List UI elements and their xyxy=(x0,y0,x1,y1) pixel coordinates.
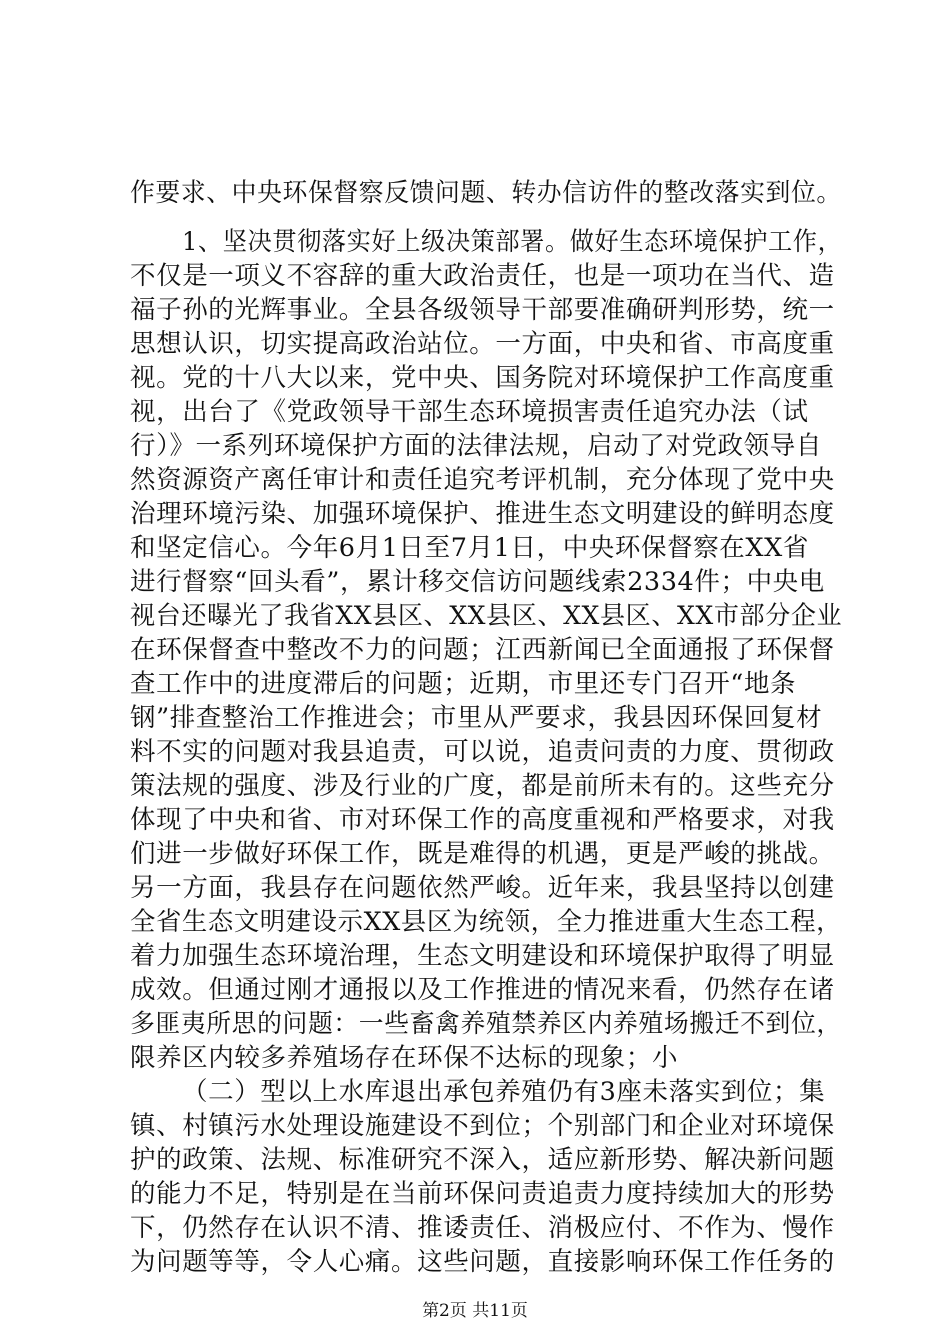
text-line: 视。党的十八大以来，党中央、国务院对环境保护工作高度重 xyxy=(130,363,835,393)
text-line: 在环保督查中整改不力的问题；江西新闻已全面通报了环保督 xyxy=(130,635,835,665)
text-line: 料不实的问题对我县追责，可以说，追责问责的力度、贯彻政 xyxy=(130,737,835,767)
text-line: 为问题等等，令人心痛。这些问题，直接影响环保工作任务的 xyxy=(130,1247,835,1277)
text-line: 镇、村镇污水处理设施建设不到位；个别部门和企业对环境保 xyxy=(130,1111,835,1141)
text-line: 和坚定信心。今年6月1日至7月1日，中央环保督察在XX省 xyxy=(130,533,810,563)
paragraph-first-line: 1、坚决贯彻落实好上级决策部署。做好生态环境保护工作， xyxy=(182,227,843,257)
text-line: 视台还曝光了我省XX县区、XX县区、XX县区、XX市部分企业 xyxy=(130,601,843,631)
text-line: 福子孙的光辉事业。全县各级领导干部要准确研判形势，统一 xyxy=(130,295,835,325)
text-line: 着力加强生态环境治理，生态文明建设和环境保护取得了明显 xyxy=(130,941,835,971)
text-line: 成效。但通过刚才通报以及工作推进的情况来看，仍然存在诸 xyxy=(130,975,835,1005)
text-line: 然资源资产离任审计和责任追究考评机制，充分体现了党中央 xyxy=(130,465,835,495)
text-line: 限养区内较多养殖场存在环保不达标的现象；小 xyxy=(130,1043,679,1073)
text-line: 策法规的强度、涉及行业的广度，都是前所未有的。这些充分 xyxy=(130,771,835,801)
text-line: 查工作中的进度滞后的问题；近期，市里还专门召开“地条 xyxy=(130,669,797,699)
text-line: 不仅是一项义不容辞的重大政治责任，也是一项功在当代、造 xyxy=(130,261,835,291)
text-line: 全省生态文明建设示XX县区为统领，全力推进重大生态工程， xyxy=(130,907,843,937)
page-number: 第2页 共11页 xyxy=(422,1301,528,1321)
text-line: 进行督察“回头看”，累计移交信访问题线索2334件；中央电 xyxy=(130,567,825,597)
text-line: 治理环境污染、加强环境保护、推进生态文明建设的鲜明态度 xyxy=(130,499,835,529)
text-line: 们进一步做好环保工作，既是难得的机遇，更是严峻的挑战。 xyxy=(130,839,835,869)
text-line: 多匪夷所思的问题：一些畜禽养殖禁养区内养殖场搬迁不到位， xyxy=(130,1009,842,1039)
text-line: 另一方面，我县存在问题依然严峻。近年来，我县坚持以创建 xyxy=(130,873,835,903)
text-line: 行）》一系列环境保护方面的法律法规，启动了对党政领导自 xyxy=(130,431,822,461)
text-line: 护的政策、法规、标准研究不深入，适应新形势、解决新问题 xyxy=(130,1145,835,1175)
text-line: 体现了中央和省、市对环保工作的高度重视和严格要求，对我 xyxy=(130,805,835,835)
text-line: 钢”排查整治工作推进会；市里从严要求，我县因环保回复材 xyxy=(130,703,823,733)
text-line: 作要求、中央环保督察反馈问题、转办信访件的整改落实到位。 xyxy=(130,178,842,208)
text-line: 思想认识，切实提高政治站位。一方面，中央和省、市高度重 xyxy=(130,329,835,359)
text-line: 下，仍然存在认识不清、推诿责任、消极应付、不作为、慢作 xyxy=(130,1213,835,1243)
text-line: 的能力不足，特别是在当前环保问责追责力度持续加大的形势 xyxy=(130,1179,835,1209)
paragraph-first-line: （二）型以上水库退出承包养殖仍有3座未落实到位；集 xyxy=(182,1077,826,1107)
text-line: 视，出台了《党政领导干部生态环境损害责任追究办法（试 xyxy=(130,397,809,427)
